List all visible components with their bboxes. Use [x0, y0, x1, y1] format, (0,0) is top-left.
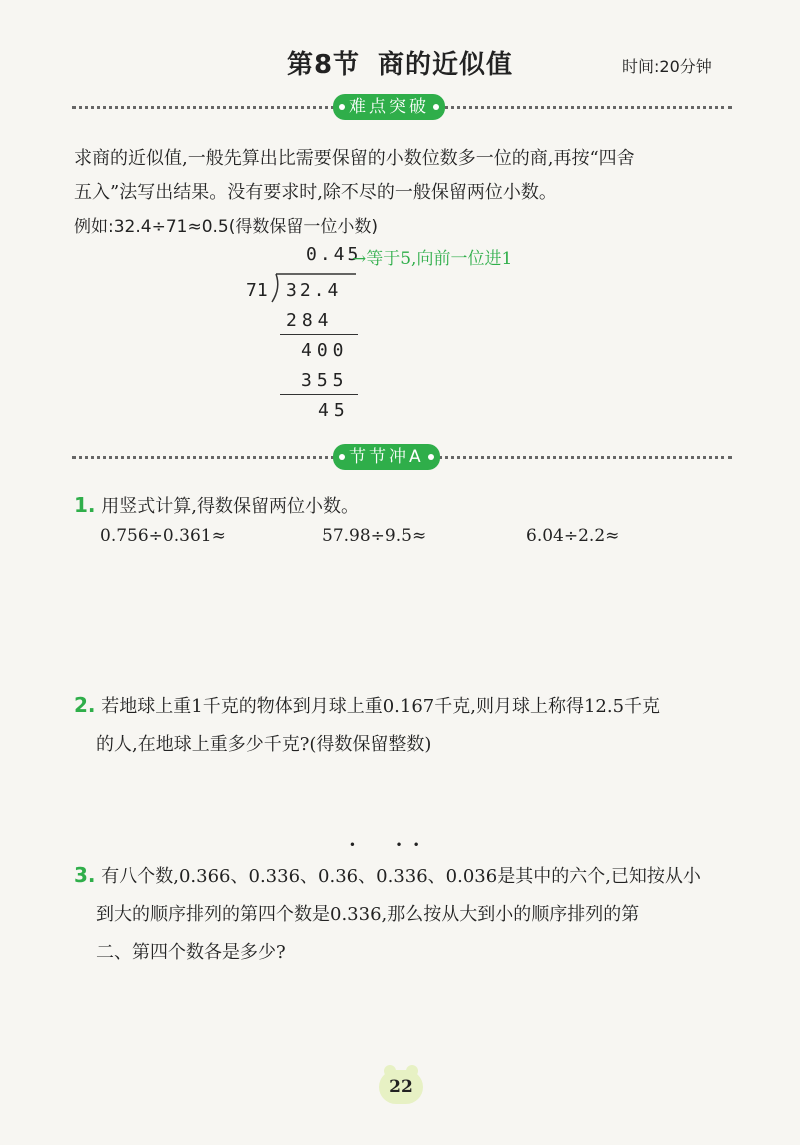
question-text: 二、第四个数各是多少?	[96, 942, 286, 963]
division-note: →等于5,向前一位进1	[352, 249, 513, 269]
difficulty-badge: 难点突破	[333, 94, 445, 120]
expression: 0.756÷0.361≈	[100, 526, 226, 546]
division-divisor: 71	[246, 280, 268, 301]
expression: 57.98÷9.5≈	[322, 526, 427, 546]
repeating-digit: • 36	[405, 858, 428, 896]
division-row: 45	[318, 400, 350, 421]
question-2	[74, 686, 740, 764]
repeating-digit: • 3	[393, 858, 404, 896]
question-number: 3.	[74, 863, 96, 887]
section-number: 第8节	[286, 50, 361, 80]
division-line	[280, 334, 358, 335]
time-label: 时间:20分钟	[622, 57, 712, 76]
expression: 6.04÷2.2≈	[526, 526, 620, 546]
division-line	[280, 394, 358, 395]
division-quotient: 0.45	[306, 244, 362, 265]
section-title: 商的近似值	[378, 50, 514, 80]
question-number: 1.	[74, 493, 96, 517]
question-number: 2.	[74, 693, 96, 717]
question-text: 用竖式计算,得数保留两位小数。	[101, 496, 359, 517]
question-text: 若地球上重1千克的物体到月球上重0.167千克,则月球上称得12.5千克	[101, 696, 661, 717]
page-number: 22	[379, 1070, 423, 1104]
practice-badge: 节节冲A	[333, 444, 440, 470]
example-text: 例如:32.4÷71≈0.5(得数保留一位小数)	[74, 217, 378, 237]
repeating-digit: • 6	[347, 858, 358, 896]
division-row: 355	[301, 370, 349, 391]
intro-line-2: 五入”法写出结果。没有要求时,除不尽的一般保留两位小数。	[74, 182, 557, 203]
question-1	[74, 486, 740, 526]
intro-line-1: 求商的近似值,一般先算出比需要保留的小数位数多一位的商,再按“四舍	[74, 148, 635, 169]
division-row: 400	[301, 340, 349, 361]
division-dividend: 32.4	[286, 280, 342, 301]
intro-text	[74, 142, 734, 210]
question-text: 到大的顺序排列的第四个数是0.336,那么按从大到小的顺序排列的第	[96, 904, 640, 925]
division-row: 284	[286, 310, 334, 331]
question-text: 的人,在地球上重多少千克?(得数保留整数)	[96, 734, 432, 755]
question-3: 3. 有八个数,0.366、0.336、0.3• 6、0.• 3• 36、0.036是其中的六个,已知按从小 到大的顺序排列的第四个数是0.336,那么按从大到小的顺序排列的第 二、第四个数各是多少?	[74, 856, 740, 972]
